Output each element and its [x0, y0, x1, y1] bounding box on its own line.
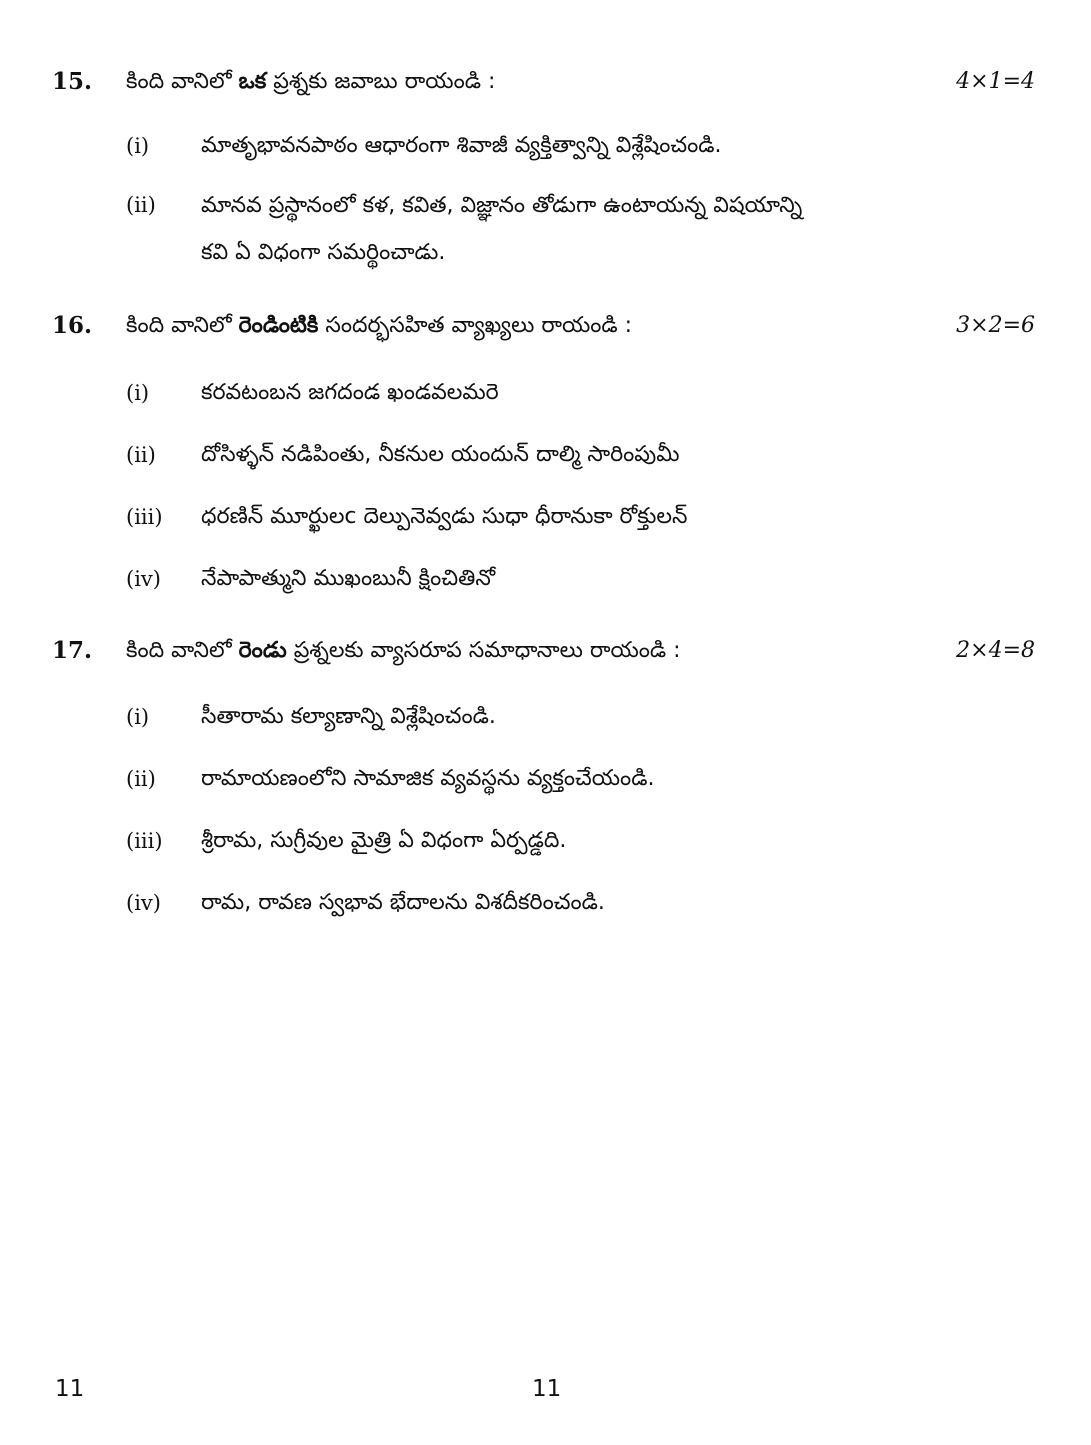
question-instruction [126, 306, 632, 346]
sub-question-number: (i) [126, 705, 150, 729]
sub-question-line: కరవటంబన జగదండ ఖండవలమరె [201, 380, 499, 405]
sub-question-line: రామాయణంలోని సామాజిక వ్యవస్థను వ్యక్తంచేయండి. [201, 766, 655, 791]
sub-question-line: రామ, రావణ స్వభావ భేదాలను విశదీకరించండి. [201, 890, 605, 915]
sub-question-iv [126, 553, 1035, 605]
sub-question-line: నేపాపాత్ముని ముఖంబునీ క్షించితినో [201, 566, 496, 591]
page-number-left: 11 [55, 1376, 85, 1402]
question-17 [52, 631, 1035, 929]
sub-question-number: (i) [126, 381, 150, 405]
question-marks: 3×2=6 [956, 313, 1035, 338]
sub-question-line: కవి ఏ విధంగా సమర్థించాడు. [201, 240, 446, 265]
instruction-prefix: కింది వానిలో [126, 69, 239, 94]
sub-question-text [201, 182, 981, 276]
sub-question-number: (iv) [126, 567, 161, 591]
sub-question-text [201, 691, 981, 743]
instruction-suffix: ప్రశ్నలకు వ్యాసరూప సమాధానాలు రాయండి : [286, 638, 681, 663]
sub-question-text [201, 553, 981, 605]
sub-question-text [201, 429, 981, 481]
sub-question-text [201, 815, 981, 867]
instruction-suffix: సందర్భసహిత వ్యాఖ్యలు రాయండి : [318, 313, 633, 338]
instruction-suffix: ప్రశ్నకు జవాబు రాయండి : [266, 69, 496, 94]
sub-question-number: (i) [126, 134, 150, 158]
sub-question-line: ధరణిన్ మూర్ఖులc దెల్పునెవ్వడు సుధా ధీరానుకా రోక్తులన్ [201, 504, 688, 529]
question-number: 16. [52, 312, 93, 339]
sub-question-line: సీతారామ కల్యాణాన్ని విశ్లేషించండి. [201, 704, 496, 729]
sub-question-iii [126, 815, 1035, 867]
question-header [52, 62, 1035, 102]
question-header [52, 306, 1035, 346]
instruction-emphasis: రెండు [238, 638, 287, 663]
sub-question-iii [126, 491, 1035, 543]
question-instruction [126, 62, 495, 102]
question-16 [52, 306, 1035, 605]
sub-question-text [201, 367, 981, 419]
sub-question-number: (iii) [126, 505, 163, 529]
sub-question-ii [126, 753, 1035, 805]
sub-question-number: (ii) [126, 443, 156, 467]
instruction-emphasis: ఒక [238, 69, 267, 94]
sub-question-ii [126, 182, 1035, 276]
sub-question-ii [126, 429, 1035, 481]
sub-question-text [201, 877, 981, 929]
sub-question-i [126, 367, 1035, 419]
question-number: 17. [52, 637, 93, 664]
sub-question-line: మానవ ప్రస్థానంలో కళ, కవిత, విజ్ఞానం తోడుగా ఉంటాయన్న విషయాన్ని [201, 193, 803, 218]
question-15 [52, 62, 1035, 276]
sub-question-line: మాతృభావనపాఠం ఆధారంగా శివాజీ వ్యక్తిత్వాన్ని విశ్లేషించండి. [201, 133, 722, 158]
instruction-prefix: కింది వానిలో [126, 313, 239, 338]
sub-question-iv [126, 877, 1035, 929]
question-instruction [126, 631, 681, 671]
instruction-prefix: కింది వానిలో [126, 638, 239, 663]
sub-question-number: (iv) [126, 891, 161, 915]
question-marks: 4×1=4 [956, 69, 1035, 94]
sub-question-text [201, 753, 981, 805]
question-number: 15. [52, 68, 93, 95]
sub-question-number: (ii) [126, 193, 156, 217]
question-header [52, 631, 1035, 671]
sub-question-number: (ii) [126, 767, 156, 791]
page-number-center: 11 [532, 1376, 562, 1402]
sub-question-line: శ్రీరామ, సుగ్రీవుల మైత్రి ఏ విధంగా ఏర్పడ్డది. [201, 828, 567, 853]
sub-question-i [126, 691, 1035, 743]
sub-question-line: దోసిళ్ళన్ నడిపింతు, నీకనుల యందున్ దాల్మి సారింపుమీ [201, 442, 680, 467]
sub-question-text [201, 120, 981, 172]
question-marks: 2×4=8 [956, 638, 1035, 663]
sub-question-text [201, 491, 981, 543]
sub-question-number: (iii) [126, 829, 163, 853]
sub-question-i [126, 120, 1035, 172]
instruction-emphasis: రెండింటికి [238, 313, 319, 338]
